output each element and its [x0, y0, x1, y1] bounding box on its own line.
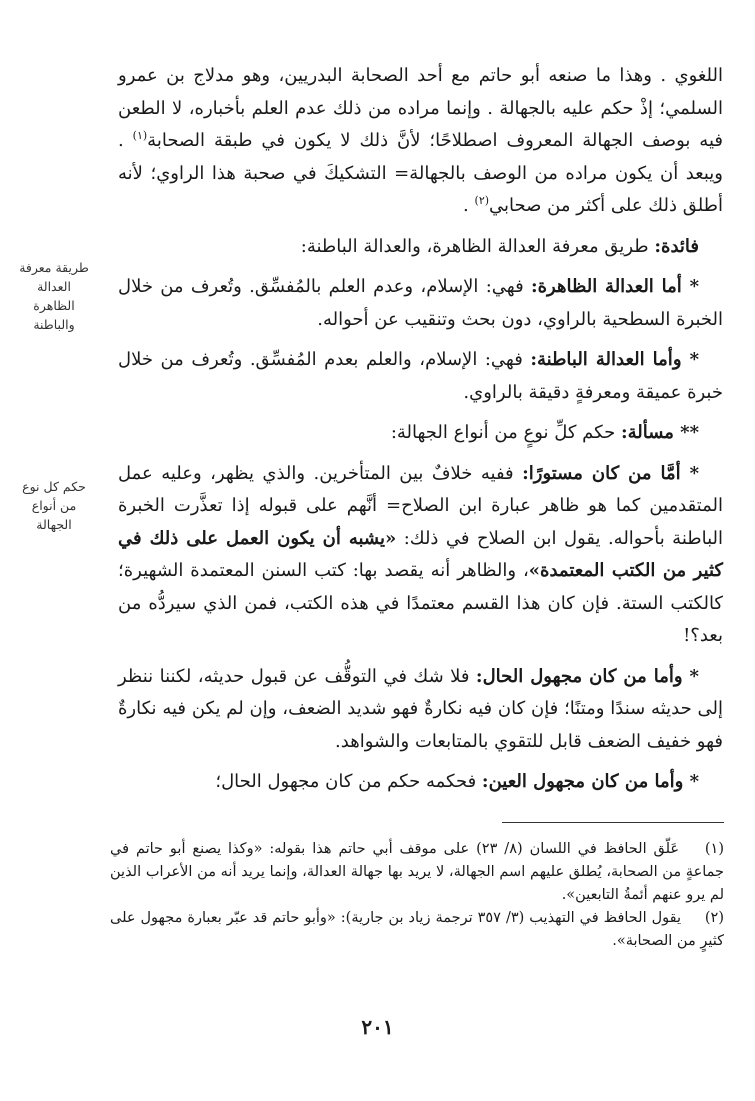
footnote-number: (١) [704, 841, 725, 857]
hidden-integrity-heading: * وأما العدالة الباطنة: [530, 349, 699, 370]
paragraph-continuation: اللغوي . وهذا ما صنعه أبو حاتم مع أحد الصحابة البدريين، وهو مدلاج بن عمرو السلمي؛ إذْ حكم عليه بالجهالة . وإنما مراده من ذلك عدم العلم بأخباره، لا الطعن فيه بوصف الجهالة المعروف اصطلاحًا؛ لأنَّ ذلك لا يكون في طبقة الصحابة$^{(١)}$ . ويبعد أن يكون مراده من الوصف بالجهالة= التشكيكَ في صحبة هذا الراوي؛ لأنه أطلق ذلك على أكثر من صحابي$^{(٢)}$ . [118, 65, 723, 216]
issue-heading: ** مسألة: [620, 422, 699, 443]
footnote-1: (١) عَلّق الحافظ في اللسان (٨/ ٢٣) على موقف أبي حاتم هذا بقوله: «وكذا يصنع أبو حاتم في جماعةٍ من الصحابة، يُطلق عليهم اسم الجهالة، لا يريد بها جهالة العدالة، وإنما يريد أنه من الأعراب الذين لم يرو عنهم أئمةُ التابعين». [110, 838, 724, 907]
paragraph-concealed: * أمَّا من كان مستورًا: ففيه خلافٌ بين المتأخرين. والذي يظهر، وعليه عمل المتقدمين كما هو ظاهر عبارة ابن الصلاح= أنَّهم على قبوله إذا تعذَّرت الخبرة الباطنة بأحواله. يقول ابن الصلاح في ذلك: «يشبه أن يكون العمل على ذلك في كثير من الكتب المعتمدة»، والظاهر أنه يقصد بها: كتب السنن المعتمدة الشهيرة؛ كالكتب الستة. فإن كان هذا القسم معتمدًا في هذه الكتب، فمن الذي سيردُّه من بعد؟! [118, 462, 724, 646]
footnote-number: (٢) [704, 910, 724, 926]
footnote-ref-2[interactable]: (٢) [474, 194, 490, 207]
footnote-ref-1[interactable]: (١) [132, 129, 148, 142]
concealed-heading: * أمَّا من كان مستورًا: [522, 462, 699, 484]
ibn-salah-quote: «يشبه أن يكون العمل على ذلك في كثير من الكتب المعتمدة» [118, 527, 724, 581]
paragraph-issue: ** مسألة: حكم كلِّ نوعٍ من أنواع الجهالة: [390, 422, 699, 443]
paragraph-apparent-integrity: * أما العدالة الظاهرة: فهي: الإسلام، وعدم العلم بالمُفسِّق. وتُعرف من خلال الخبرة السطحية بالراوي، دون بحث وتنقيب عن أحواله. [118, 276, 723, 330]
apparent-integrity-heading: * أما العدالة الظاهرة: [530, 276, 699, 297]
paragraph-hidden-integrity: * وأما العدالة الباطنة: فهي: الإسلام، والعلم بعدم المُفسِّق. وتُعرف من خلال خبرة عميقة ومعرفةٍ دقيقة بالراوي. [118, 349, 723, 403]
margin-note-2: حكم كل نوع من أنواع الجهالة [22, 479, 86, 532]
footnote-2: (٢) يقول الحافظ في التهذيب (٣/ ٣٥٧ ترجمة زياد بن جارية): «وأبو حاتم قد عبّر بعبارة مجهول على كثيرٍ من الصحابة». [110, 907, 724, 953]
footnote-divider [502, 822, 724, 823]
paragraph-unknown-person: * وأما من كان مجهول العين: فحكمه حكم من كان مجهول الحال؛ [215, 771, 699, 792]
unknown-status-heading: * وأما من كان مجهول الحال: [475, 665, 699, 687]
margin-note-1: طريقة معرفة العدالة الظاهرة والباطنة [19, 260, 89, 332]
unknown-person-heading: * وأما من كان مجهول العين: [481, 771, 699, 792]
main-text [118, 60, 723, 799]
paragraph-unknown-status: * وأما من كان مجهول الحال: فلا شك في التوقُّف عن قبول حديثه، لكننا ننظر إلى حديثه سندًا ومتنًا؛ فإن كان فيه نكارةٌ فهو شديد الضعف، وإن لم يكن فيه نكارةٌ فهو خفيف الضعف قابل للتقوي بالمتابعات والشواهد. [118, 665, 723, 752]
benefit-heading: فائدة: [654, 235, 699, 257]
paragraph-benefit: فائدة: طريق معرفة العدالة الظاهرة، والعدالة الباطنة: [300, 235, 699, 257]
page-number: ٢٠١ [361, 1015, 394, 1039]
footnotes [110, 838, 724, 953]
